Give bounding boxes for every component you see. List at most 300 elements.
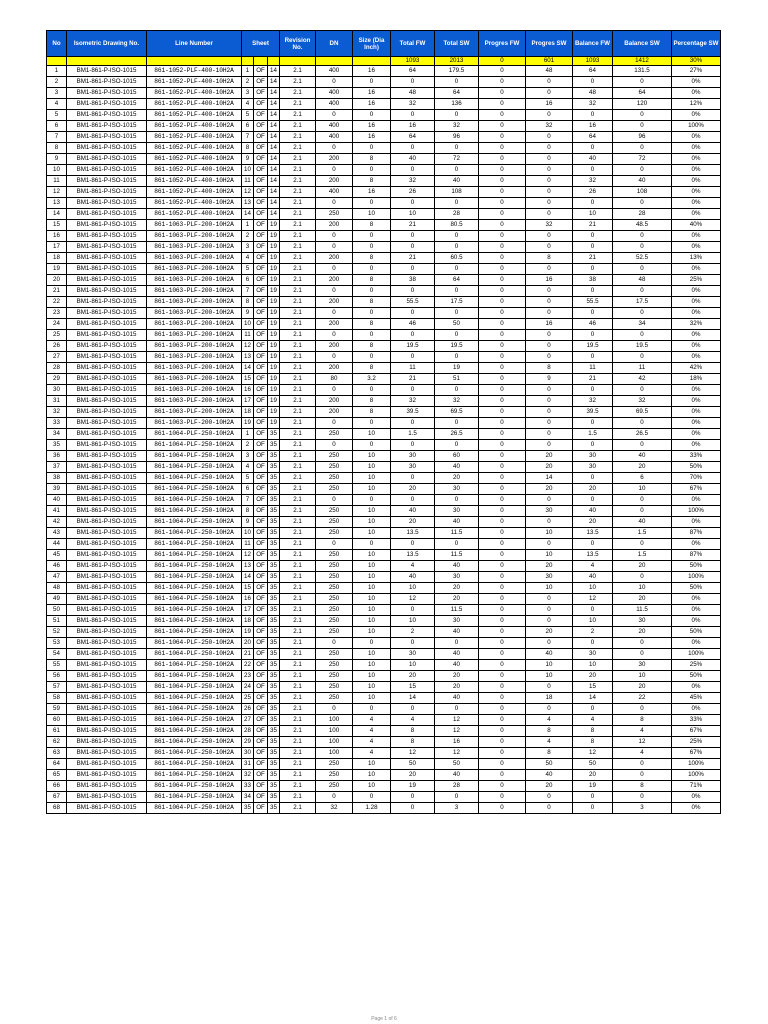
cell-progres-sw: 0	[526, 385, 573, 396]
cell-no: 36	[47, 451, 67, 462]
cell-balance-sw: 20	[613, 682, 672, 693]
cell-balance-sw: 30	[613, 616, 672, 627]
cell-sheet: 19	[242, 627, 254, 638]
cell-sheet-total: 14	[268, 209, 280, 220]
cell-drawing-no: BM1-861-P-ISO-1015	[67, 143, 147, 154]
cell-percentage-sw: 0%	[672, 286, 721, 297]
cell-line-number: 861-1064-PLF-250-10H2A	[147, 671, 242, 682]
cell-percentage-sw: 0%	[672, 396, 721, 407]
cell-progres-fw: 0	[479, 176, 526, 187]
cell-no: 43	[47, 528, 67, 539]
cell-line-number: 861-1064-PLF-250-10H2A	[147, 726, 242, 737]
cell-balance-sw: 48	[613, 275, 672, 286]
cell-line-number: 861-1063-PLF-200-10H2A	[147, 297, 242, 308]
cell-no: 39	[47, 484, 67, 495]
table-row	[47, 748, 721, 759]
cell-percentage-sw: 0%	[672, 517, 721, 528]
cell-progres-sw: 0	[526, 407, 573, 418]
cell-progres-sw: 0	[526, 154, 573, 165]
cell-sheet-total: 35	[268, 517, 280, 528]
total-sw-sum: 2013	[435, 57, 479, 66]
table-row	[47, 374, 721, 385]
cell-revision: 2.1	[280, 594, 316, 605]
cell-balance-fw: 40	[573, 572, 613, 583]
cell-dn: 0	[316, 495, 353, 506]
cell-no: 49	[47, 594, 67, 605]
cell-sheet-of: OF	[254, 88, 268, 99]
cell-sheet-of: OF	[254, 693, 268, 704]
cell-no: 53	[47, 638, 67, 649]
cell-balance-fw: 0	[573, 352, 613, 363]
cell-total-sw: 28	[435, 781, 479, 792]
table-row	[47, 308, 721, 319]
cell-sheet-of: OF	[254, 187, 268, 198]
cell-revision: 2.1	[280, 407, 316, 418]
cell-percentage-sw: 27%	[672, 66, 721, 77]
cell-total-fw: 0	[391, 352, 435, 363]
cell-drawing-no: BM1-861-P-ISO-1015	[67, 99, 147, 110]
cell-sheet-total: 35	[268, 583, 280, 594]
cell-progres-fw: 0	[479, 341, 526, 352]
cell-total-sw: 40	[435, 693, 479, 704]
cell-line-number: 861-1064-PLF-250-10H2A	[147, 792, 242, 803]
cell-progres-sw: 8	[526, 726, 573, 737]
cell-sheet: 22	[242, 660, 254, 671]
cell-total-fw: 64	[391, 132, 435, 143]
cell-sheet-of: OF	[254, 132, 268, 143]
cell-percentage-sw: 0%	[672, 308, 721, 319]
cell-size: 10	[353, 561, 391, 572]
table-row	[47, 198, 721, 209]
cell-sheet-of: OF	[254, 671, 268, 682]
cell-sheet-total: 35	[268, 561, 280, 572]
cell-percentage-sw: 25%	[672, 275, 721, 286]
cell-size: 0	[353, 231, 391, 242]
cell-drawing-no: BM1-861-P-ISO-1015	[67, 792, 147, 803]
cell-progres-sw: 0	[526, 176, 573, 187]
cell-progres-sw: 0	[526, 209, 573, 220]
cell-size: 16	[353, 187, 391, 198]
cell-total-sw: 0	[435, 242, 479, 253]
cell-drawing-no: BM1-861-P-ISO-1015	[67, 704, 147, 715]
cell-sheet-of: OF	[254, 528, 268, 539]
cell-revision: 2.1	[280, 66, 316, 77]
cell-total-sw: 26.5	[435, 429, 479, 440]
cell-balance-fw: 0	[573, 605, 613, 616]
cell-sheet: 21	[242, 649, 254, 660]
cell-progres-sw: 0	[526, 297, 573, 308]
cell-drawing-no: BM1-861-P-ISO-1015	[67, 484, 147, 495]
cell-sheet: 6	[242, 121, 254, 132]
cell-line-number: 861-1064-PLF-250-10H2A	[147, 495, 242, 506]
percentage-sw-sum: 30%	[672, 57, 721, 66]
cell-progres-fw: 0	[479, 385, 526, 396]
cell-total-sw: 50	[435, 759, 479, 770]
cell-drawing-no: BM1-861-P-ISO-1015	[67, 462, 147, 473]
cell-total-fw: 32	[391, 99, 435, 110]
cell-size: 8	[353, 220, 391, 231]
cell-progres-fw: 0	[479, 605, 526, 616]
cell-total-sw: 19	[435, 363, 479, 374]
cell-progres-fw: 0	[479, 473, 526, 484]
table-row	[47, 605, 721, 616]
cell-drawing-no: BM1-861-P-ISO-1015	[67, 77, 147, 88]
cell-sheet: 25	[242, 693, 254, 704]
cell-progres-sw: 0	[526, 165, 573, 176]
cell-no: 32	[47, 407, 67, 418]
cell-sheet-total: 19	[268, 407, 280, 418]
cell-balance-sw: 0	[613, 231, 672, 242]
cell-balance-fw: 0	[573, 418, 613, 429]
cell-sheet-of: OF	[254, 275, 268, 286]
cell-percentage-sw: 0%	[672, 264, 721, 275]
cell-total-sw: 0	[435, 495, 479, 506]
cell-size: 8	[353, 275, 391, 286]
cell-balance-sw: 52.5	[613, 253, 672, 264]
cell-balance-fw: 16	[573, 121, 613, 132]
cell-no: 6	[47, 121, 67, 132]
cell-percentage-sw: 0%	[672, 495, 721, 506]
cell-percentage-sw: 0%	[672, 407, 721, 418]
cell-line-number: 861-1063-PLF-200-10H2A	[147, 330, 242, 341]
cell-revision: 2.1	[280, 132, 316, 143]
table-row	[47, 451, 721, 462]
cell-progres-sw: 0	[526, 143, 573, 154]
cell-total-fw: 50	[391, 759, 435, 770]
table-row	[47, 440, 721, 451]
cell-sheet: 16	[242, 594, 254, 605]
cell-total-sw: 16	[435, 737, 479, 748]
cell-percentage-sw: 100%	[672, 506, 721, 517]
cell-drawing-no: BM1-861-P-ISO-1015	[67, 363, 147, 374]
cell-sheet-total: 19	[268, 286, 280, 297]
cell-balance-sw: 20	[613, 462, 672, 473]
cell-revision: 2.1	[280, 88, 316, 99]
cell-size: 8	[353, 253, 391, 264]
cell-sheet-of: OF	[254, 484, 268, 495]
cell-line-number: 861-1064-PLF-250-10H2A	[147, 451, 242, 462]
cell-progres-fw: 0	[479, 440, 526, 451]
cell-progres-sw: 16	[526, 275, 573, 286]
cell-balance-sw: 0	[613, 121, 672, 132]
cell-dn: 0	[316, 143, 353, 154]
table-row	[47, 484, 721, 495]
cell-balance-fw: 20	[573, 770, 613, 781]
cell-balance-fw: 19	[573, 781, 613, 792]
cell-balance-fw: 8	[573, 726, 613, 737]
cell-sheet-total: 14	[268, 88, 280, 99]
cell-progres-sw: 0	[526, 638, 573, 649]
cell-balance-sw: 0	[613, 704, 672, 715]
cell-revision: 2.1	[280, 737, 316, 748]
cell-no: 45	[47, 550, 67, 561]
cell-sheet: 28	[242, 726, 254, 737]
cell-balance-sw: 40	[613, 451, 672, 462]
cell-sheet-of: OF	[254, 737, 268, 748]
cell-balance-sw: 72	[613, 154, 672, 165]
cell-balance-fw: 0	[573, 803, 613, 814]
cell-no: 29	[47, 374, 67, 385]
cell-balance-sw: 0	[613, 77, 672, 88]
cell-line-number: 861-1064-PLF-250-10H2A	[147, 693, 242, 704]
cell-sheet-total: 19	[268, 220, 280, 231]
cell-no: 44	[47, 539, 67, 550]
cell-drawing-no: BM1-861-P-ISO-1015	[67, 693, 147, 704]
cell-progres-fw: 0	[479, 264, 526, 275]
cell-balance-fw: 40	[573, 506, 613, 517]
cell-balance-sw: 0	[613, 352, 672, 363]
cell-total-sw: 40	[435, 176, 479, 187]
cell-dn: 250	[316, 605, 353, 616]
cell-line-number: 861-1063-PLF-200-10H2A	[147, 231, 242, 242]
cell-drawing-no: BM1-861-P-ISO-1015	[67, 660, 147, 671]
cell-percentage-sw: 67%	[672, 726, 721, 737]
cell-progres-fw: 0	[479, 803, 526, 814]
cell-percentage-sw: 0%	[672, 110, 721, 121]
cell-total-fw: 11	[391, 363, 435, 374]
cell-line-number: 861-1052-PLF-400-10H2A	[147, 209, 242, 220]
cell-revision: 2.1	[280, 715, 316, 726]
cell-size: 10	[353, 770, 391, 781]
cell-sheet-total: 19	[268, 308, 280, 319]
cell-size: 0	[353, 286, 391, 297]
cell-sheet-of: OF	[254, 220, 268, 231]
cell-total-fw: 10	[391, 209, 435, 220]
cell-total-sw: 20	[435, 671, 479, 682]
cell-dn: 250	[316, 649, 353, 660]
cell-line-number: 861-1064-PLF-250-10H2A	[147, 440, 242, 451]
cell-size: 10	[353, 759, 391, 770]
cell-dn: 0	[316, 165, 353, 176]
cell-progres-sw: 0	[526, 396, 573, 407]
cell-progres-fw: 0	[479, 792, 526, 803]
cell-size: 10	[353, 583, 391, 594]
cell-revision: 2.1	[280, 242, 316, 253]
table-row	[47, 649, 721, 660]
cell-progres-fw: 0	[479, 330, 526, 341]
cell-sheet-of: OF	[254, 143, 268, 154]
cell-no: 56	[47, 671, 67, 682]
cell-total-sw: 12	[435, 748, 479, 759]
cell-sheet: 24	[242, 682, 254, 693]
cell-size: 4	[353, 726, 391, 737]
cell-progres-sw: 0	[526, 792, 573, 803]
cell-total-sw: 3	[435, 803, 479, 814]
cell-dn: 200	[316, 407, 353, 418]
cell-sheet-of: OF	[254, 594, 268, 605]
cell-no: 38	[47, 473, 67, 484]
cell-progres-fw: 0	[479, 231, 526, 242]
cell-total-sw: 11.5	[435, 605, 479, 616]
cell-sheet: 14	[242, 209, 254, 220]
cell-balance-sw: 4	[613, 748, 672, 759]
cell-sheet-total: 35	[268, 781, 280, 792]
cell-sheet-total: 35	[268, 429, 280, 440]
cell-dn: 0	[316, 638, 353, 649]
cell-drawing-no: BM1-861-P-ISO-1015	[67, 286, 147, 297]
cell-progres-sw: 10	[526, 660, 573, 671]
cell-sheet-total: 35	[268, 594, 280, 605]
cell-dn: 0	[316, 539, 353, 550]
header-no: No	[47, 31, 67, 57]
cell-drawing-no: BM1-861-P-ISO-1015	[67, 121, 147, 132]
cell-no: 24	[47, 319, 67, 330]
cell-total-sw: 96	[435, 132, 479, 143]
cell-drawing-no: BM1-861-P-ISO-1015	[67, 759, 147, 770]
cell-sheet-total: 35	[268, 759, 280, 770]
table-body	[47, 57, 721, 814]
cell-line-number: 861-1064-PLF-250-10H2A	[147, 638, 242, 649]
cell-size: 8	[353, 297, 391, 308]
header-line-number: Line Number	[147, 31, 242, 57]
cell-dn: 250	[316, 770, 353, 781]
cell-balance-sw: 1.5	[613, 528, 672, 539]
cell-size: 8	[353, 319, 391, 330]
cell-total-sw: 20	[435, 583, 479, 594]
cell-total-fw: 1.5	[391, 429, 435, 440]
table-row	[47, 187, 721, 198]
cell-dn: 0	[316, 330, 353, 341]
cell-revision: 2.1	[280, 396, 316, 407]
table-row	[47, 737, 721, 748]
cell-revision: 2.1	[280, 539, 316, 550]
cell-revision: 2.1	[280, 264, 316, 275]
cell-progres-fw: 0	[479, 660, 526, 671]
table-row	[47, 330, 721, 341]
cell-no: 41	[47, 506, 67, 517]
cell-percentage-sw: 12%	[672, 99, 721, 110]
table-row	[47, 495, 721, 506]
cell-balance-fw: 19.5	[573, 341, 613, 352]
cell-percentage-sw: 40%	[672, 220, 721, 231]
cell-revision: 2.1	[280, 704, 316, 715]
cell-line-number: 861-1063-PLF-200-10H2A	[147, 264, 242, 275]
cell-balance-sw: 0	[613, 264, 672, 275]
cell-drawing-no: BM1-861-P-ISO-1015	[67, 781, 147, 792]
cell-balance-sw: 0	[613, 385, 672, 396]
cell-progres-sw: 0	[526, 682, 573, 693]
cell-sheet-total: 35	[268, 572, 280, 583]
cell-sheet-total: 35	[268, 792, 280, 803]
cell-size: 1.28	[353, 803, 391, 814]
cell-total-fw: 0	[391, 110, 435, 121]
table-row	[47, 110, 721, 121]
cell-drawing-no: BM1-861-P-ISO-1015	[67, 231, 147, 242]
table-row	[47, 506, 721, 517]
cell-drawing-no: BM1-861-P-ISO-1015	[67, 517, 147, 528]
cell-no: 48	[47, 583, 67, 594]
cell-balance-sw: 40	[613, 517, 672, 528]
cell-dn: 250	[316, 781, 353, 792]
cell-progres-sw: 8	[526, 253, 573, 264]
cell-progres-fw: 0	[479, 671, 526, 682]
cell-progres-fw: 0	[479, 682, 526, 693]
cell-sheet: 4	[242, 253, 254, 264]
cell-sheet-of: OF	[254, 605, 268, 616]
cell-sheet-of: OF	[254, 561, 268, 572]
cell-sheet-of: OF	[254, 781, 268, 792]
cell-balance-fw: 0	[573, 308, 613, 319]
cell-progres-fw: 0	[479, 110, 526, 121]
table-row	[47, 253, 721, 264]
cell-size: 10	[353, 528, 391, 539]
cell-percentage-sw: 0%	[672, 418, 721, 429]
cell-revision: 2.1	[280, 451, 316, 462]
cell-balance-fw: 0	[573, 330, 613, 341]
cell-balance-fw: 20	[573, 671, 613, 682]
cell-progres-sw: 10	[526, 550, 573, 561]
cell-percentage-sw: 18%	[672, 374, 721, 385]
cell-percentage-sw: 0%	[672, 297, 721, 308]
cell-sheet-of: OF	[254, 715, 268, 726]
cell-balance-sw: 20	[613, 561, 672, 572]
cell-sheet-total: 19	[268, 330, 280, 341]
cell-total-sw: 80.5	[435, 220, 479, 231]
cell-progres-sw: 0	[526, 803, 573, 814]
cell-balance-sw: 42	[613, 374, 672, 385]
cell-balance-sw: 0	[613, 418, 672, 429]
cell-balance-fw: 14	[573, 693, 613, 704]
cell-no: 3	[47, 88, 67, 99]
header-dn: DN	[316, 31, 353, 57]
cell-sheet-of: OF	[254, 99, 268, 110]
cell-total-sw: 64	[435, 88, 479, 99]
cell-progres-fw: 0	[479, 154, 526, 165]
cell-balance-fw: 0	[573, 286, 613, 297]
cell-progres-fw: 0	[479, 99, 526, 110]
cell-sheet-total: 19	[268, 253, 280, 264]
cell-dn: 250	[316, 462, 353, 473]
cell-progres-sw: 0	[526, 264, 573, 275]
cell-sheet-total: 35	[268, 506, 280, 517]
cell-size: 16	[353, 88, 391, 99]
cell-sheet-total: 35	[268, 682, 280, 693]
cell-total-sw: 0	[435, 264, 479, 275]
cell-total-sw: 28	[435, 209, 479, 220]
cell-percentage-sw: 100%	[672, 572, 721, 583]
cell-total-sw: 11.5	[435, 550, 479, 561]
cell-progres-fw: 0	[479, 297, 526, 308]
cell-revision: 2.1	[280, 616, 316, 627]
cell-total-fw: 0	[391, 231, 435, 242]
cell-revision: 2.1	[280, 275, 316, 286]
cell-dn: 250	[316, 660, 353, 671]
cell-total-sw: 0	[435, 330, 479, 341]
cell-no: 14	[47, 209, 67, 220]
cell-sheet: 9	[242, 308, 254, 319]
cell-total-fw: 16	[391, 121, 435, 132]
cell-sheet-of: OF	[254, 495, 268, 506]
cell-line-number: 861-1064-PLF-250-10H2A	[147, 781, 242, 792]
cell-size: 0	[353, 77, 391, 88]
cell-sheet-of: OF	[254, 473, 268, 484]
cell-total-fw: 0	[391, 704, 435, 715]
cell-balance-sw: 28	[613, 209, 672, 220]
cell-line-number: 861-1064-PLF-250-10H2A	[147, 770, 242, 781]
cell-size: 0	[353, 308, 391, 319]
cell-sheet-of: OF	[254, 110, 268, 121]
cell-sheet: 17	[242, 605, 254, 616]
cell-balance-fw: 40	[573, 154, 613, 165]
cell-progres-sw: 10	[526, 671, 573, 682]
table-row	[47, 770, 721, 781]
cell-balance-sw: 34	[613, 319, 672, 330]
cell-sheet-total: 14	[268, 154, 280, 165]
cell-sheet-total: 19	[268, 374, 280, 385]
cell-drawing-no: BM1-861-P-ISO-1015	[67, 473, 147, 484]
cell-sheet: 34	[242, 792, 254, 803]
cell-percentage-sw: 100%	[672, 759, 721, 770]
